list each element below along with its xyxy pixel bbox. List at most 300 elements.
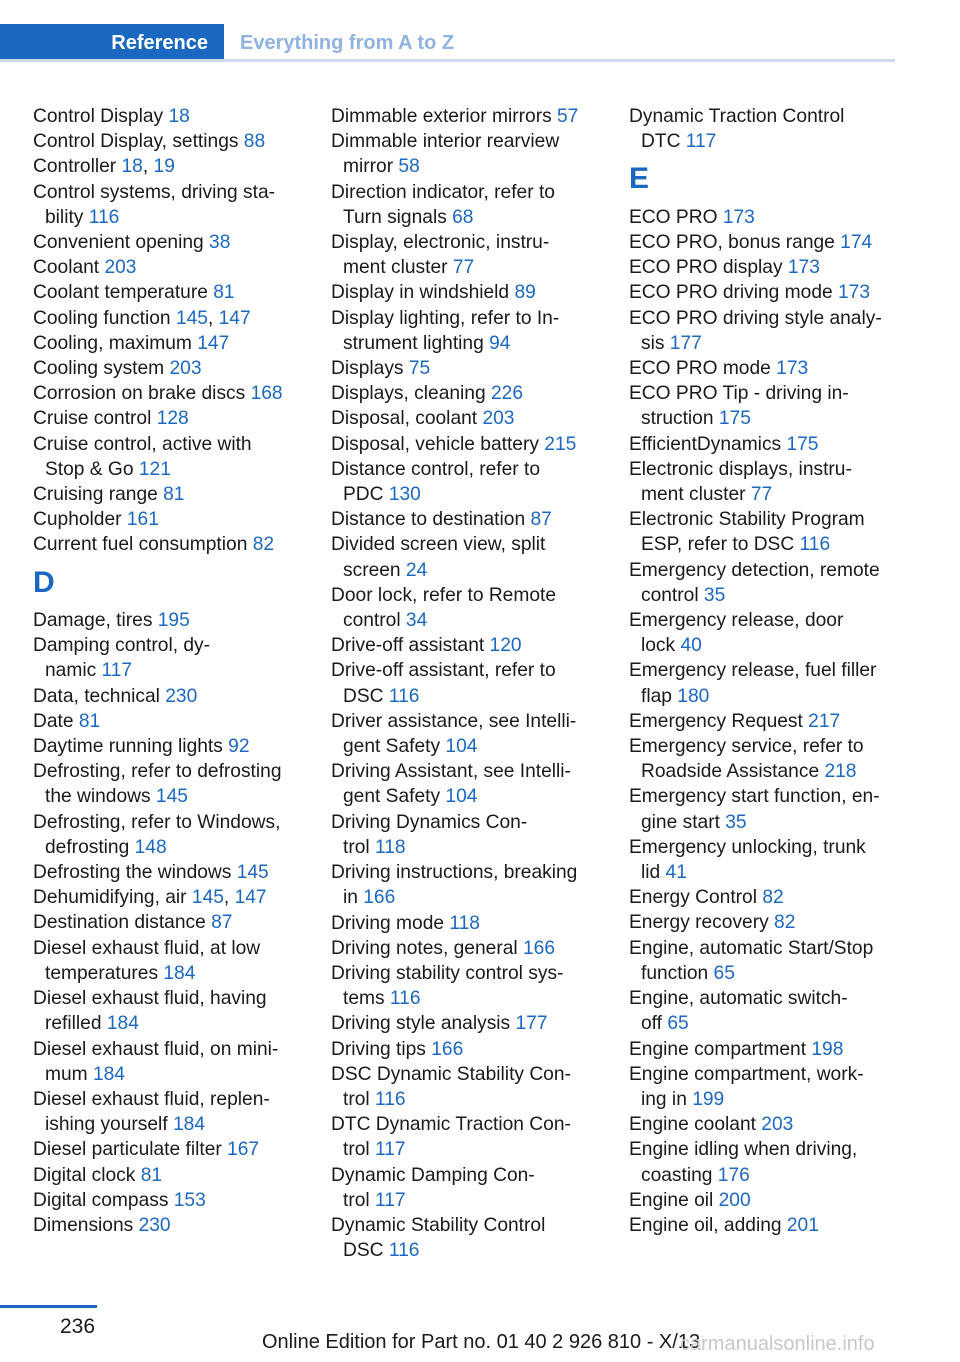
page-ref-link[interactable]: 58 <box>398 156 420 178</box>
page-ref-link[interactable]: 148 <box>134 836 167 858</box>
page-ref-link[interactable]: 87 <box>211 912 233 934</box>
page-ref-link[interactable]: 82 <box>252 534 275 556</box>
page-number: 236 <box>60 1315 96 1338</box>
index-entry-text: Emergency detection, remote <box>629 559 880 581</box>
index-entry <box>33 608 309 633</box>
index-entry-text: Coolant <box>33 257 105 279</box>
index-entry <box>33 1163 309 1188</box>
page-ref-link[interactable]: 34 <box>405 610 428 632</box>
index-entry-text: in <box>343 887 364 909</box>
index-entry-text: Dynamic Damping Con- <box>331 1164 535 1186</box>
index-entry-text: Disposal, vehicle battery <box>331 433 545 455</box>
index-entry <box>331 432 607 457</box>
index-entry-text: Driving mode <box>331 912 450 934</box>
index-entry <box>33 507 309 532</box>
index-entry <box>331 356 607 381</box>
page-ref-link[interactable]: 35 <box>703 584 726 606</box>
index-entry <box>331 810 607 860</box>
index-entry <box>629 835 905 885</box>
index-entry-text: Driving style analysis <box>331 1013 516 1035</box>
page-ref-link[interactable]: 116 <box>388 1240 420 1262</box>
page-ref-link[interactable]: 226 <box>490 383 523 405</box>
index-entry-text: Electronic Stability Program <box>629 509 865 531</box>
index-entry-text: Turn signals <box>343 206 453 228</box>
page-ref-link[interactable]: 147 <box>197 332 230 354</box>
index-entry <box>331 860 607 910</box>
index-entry <box>331 104 607 129</box>
index-entry-text: trol <box>343 1088 375 1110</box>
index-entry <box>331 457 607 507</box>
page-ref-link[interactable]: 40 <box>680 635 702 657</box>
index-entry-text: tems <box>343 988 390 1010</box>
index-entry <box>33 154 309 179</box>
index-entry-text: Display, electronic, instru- <box>331 232 550 254</box>
index-entry <box>629 1112 905 1137</box>
page-ref-link[interactable]: 116 <box>388 685 420 707</box>
index-entry-text: ECO PRO display <box>629 257 788 279</box>
index-entry-text: Diesel particulate filter <box>33 1139 228 1161</box>
page-ref-link[interactable]: 161 <box>126 509 159 531</box>
index-entry <box>629 1062 905 1112</box>
index-entry-text: gent Safety <box>343 786 446 808</box>
index-entry <box>33 910 309 935</box>
page-ref-link[interactable]: 153 <box>173 1189 206 1211</box>
page-ref-link[interactable]: 147 <box>234 887 267 909</box>
page-ref-link[interactable]: 175 <box>786 433 819 455</box>
index-entry <box>331 280 607 305</box>
index-entry-text: DTC Dynamic Traction Con- <box>331 1114 571 1136</box>
page-ref-link[interactable]: 184 <box>92 1063 125 1085</box>
page-ref-link[interactable]: 116 <box>799 534 831 556</box>
index-entry <box>331 532 607 582</box>
page-ref-link[interactable]: 217 <box>808 710 841 732</box>
index-entry-text: ECO PRO, bonus range <box>629 232 841 253</box>
index-entry <box>33 331 309 356</box>
page-ref-link[interactable]: 77 <box>452 257 475 279</box>
index-entry <box>33 1037 309 1087</box>
index-entry-text: ment cluster <box>343 257 453 279</box>
page-ref-link[interactable]: 173 <box>787 257 820 279</box>
page-ref-link[interactable]: 168 <box>250 383 283 405</box>
index-entry <box>331 1112 607 1162</box>
chapter-tab[interactable] <box>0 24 224 62</box>
page-ref-link[interactable]: 184 <box>163 962 196 984</box>
index-entry-text: Drive-off assistant <box>331 635 490 657</box>
index-entry <box>629 658 905 708</box>
index-entry-text: Emergency release, fuel filler <box>629 660 877 682</box>
index-entry <box>33 306 309 331</box>
index-entry-text: Cooling system <box>33 358 170 380</box>
index-entry <box>33 482 309 507</box>
page-ref-link[interactable]: 173 <box>722 206 755 228</box>
index-entry-text: trol <box>343 836 375 858</box>
page-ref-link[interactable]: 203 <box>761 1114 794 1136</box>
index-entry-text: Door lock, refer to Remote <box>331 584 557 606</box>
index-entry-text: Coolant temperature <box>33 282 214 304</box>
index-entry <box>331 633 607 658</box>
index-entry-text: Emergency Request <box>629 710 809 732</box>
index-entry-text: flap <box>641 685 678 707</box>
index-entry <box>629 306 905 356</box>
index-entry <box>33 709 309 734</box>
index-entry <box>629 709 905 734</box>
index-entry <box>33 280 309 305</box>
index-entry-text: ECO PRO driving mode <box>629 282 839 304</box>
index-entry-text: ing in <box>641 1088 693 1110</box>
index-entry-text: Electronic displays, instru- <box>629 458 852 480</box>
page-ref-link[interactable]: 218 <box>824 761 857 783</box>
index-entry <box>629 558 905 608</box>
index-entry-text: Engine idling when driving, <box>629 1139 858 1161</box>
index-entry <box>331 1163 607 1213</box>
page-ref-link[interactable]: 116 <box>375 1088 406 1110</box>
index-entry-text: Current fuel consumption <box>33 534 253 556</box>
index-entry <box>33 633 309 683</box>
index-entry <box>331 583 607 633</box>
page-ref-link[interactable]: 116 <box>389 988 421 1010</box>
index-entry-text: Disposal, coolant <box>331 408 483 430</box>
index-entry-text: function <box>641 962 714 984</box>
page-ref-link[interactable]: 145 <box>191 887 224 909</box>
index-entry <box>33 129 309 154</box>
index-entry <box>33 381 309 406</box>
page-ref-link[interactable]: 38 <box>209 232 231 254</box>
index-entry <box>331 709 607 759</box>
page-ref-link[interactable]: 167 <box>227 1139 260 1161</box>
page-ref-link[interactable]: 173 <box>776 358 809 380</box>
index-entry <box>629 936 905 986</box>
page-ref-link[interactable]: 200 <box>718 1189 751 1211</box>
page-ref-link[interactable]: 199 <box>692 1088 725 1110</box>
index-entry-text: Dimensions <box>33 1214 139 1236</box>
index-entry-text: Damage, tires <box>33 610 158 632</box>
index-entry-text: trol <box>343 1189 375 1211</box>
page-ref-link[interactable]: 81 <box>213 282 235 304</box>
index-entry-text: Defrosting, refer to Windows, <box>33 811 281 833</box>
index-entry <box>33 406 309 431</box>
page-ref-link[interactable]: 118 <box>449 912 480 934</box>
page-ref-link[interactable]: 184 <box>172 1114 205 1136</box>
index-entry-text: lock <box>641 635 681 657</box>
index-entry-text: Distance to destination <box>331 509 531 531</box>
index-entry-text: Emergency service, refer to <box>629 736 864 758</box>
index-entry-text: strument lighting <box>343 332 490 354</box>
index-entry <box>331 306 607 356</box>
index-entry <box>629 356 905 381</box>
index-entry <box>33 432 309 482</box>
index-entry-text: Emergency unlocking, trunk <box>629 836 866 858</box>
page-ref-link[interactable]: 198 <box>811 1038 844 1060</box>
page-ref-link[interactable]: 173 <box>838 282 871 304</box>
index-entry-text: DSC <box>343 685 389 707</box>
page-ref-link[interactable]: 92 <box>228 736 250 758</box>
index-entry-text: defrosting <box>45 836 135 858</box>
page-ref-link[interactable]: 41 <box>665 862 687 884</box>
page-ref-link[interactable]: 68 <box>452 206 474 228</box>
page-ref-separator: , <box>223 887 235 909</box>
page-ref-link[interactable]: 94 <box>489 332 511 354</box>
index-entry-text: ECO PRO driving style analy- <box>629 307 882 329</box>
page-ref-link[interactable]: 81 <box>163 484 185 506</box>
index-entry <box>331 406 607 431</box>
index-entry <box>33 104 309 129</box>
index-entry-text: Cupholder <box>33 509 127 531</box>
index-entry-text: Control Display, settings <box>33 131 244 153</box>
page-ref-link[interactable]: 24 <box>405 559 428 581</box>
index-entry-text: Convenient opening <box>33 232 210 254</box>
index-entry-text: Digital clock <box>33 1164 141 1186</box>
page-ref-link[interactable]: 82 <box>774 912 796 934</box>
index-entry-text: gent Safety <box>343 736 446 758</box>
page-ref-link[interactable]: 65 <box>667 1013 689 1035</box>
index-entry-text: Dynamic Traction Control <box>629 106 845 127</box>
page-ref-link[interactable]: 75 <box>408 358 431 380</box>
index-entry <box>629 507 905 557</box>
index-entry-text: Diesel exhaust fluid, on mini- <box>33 1038 279 1060</box>
page-ref-link[interactable]: 166 <box>431 1038 464 1060</box>
index-entry <box>629 255 905 280</box>
index-entry-text: struction <box>641 408 719 430</box>
index-entry-text: Corrosion on brake discs <box>33 383 251 405</box>
index-entry <box>629 986 905 1036</box>
index-entry-text: Cruising range <box>33 484 164 506</box>
page-ref-link[interactable]: 147 <box>218 307 251 329</box>
index-entry <box>629 1037 905 1062</box>
index-entry-text: sis <box>641 332 670 354</box>
index-entry <box>331 180 607 230</box>
index-entry <box>331 230 607 280</box>
index-letter-heading: E <box>629 162 650 196</box>
index-entry-text: EfficientDynamics <box>629 433 787 455</box>
page-ref-link[interactable]: 174 <box>840 232 873 253</box>
index-entry-text: Display in windshield <box>331 282 515 304</box>
index-entry-text: bility <box>45 206 89 228</box>
index-entry-text: Digital compass <box>33 1189 174 1211</box>
index-entry-text: Dynamic Stability Control <box>331 1214 546 1236</box>
index-entry-text: Diesel exhaust fluid, replen- <box>33 1088 270 1110</box>
page-ref-link[interactable]: 184 <box>106 1013 139 1035</box>
page-ref-link[interactable]: 117 <box>685 131 717 153</box>
index-entry-text: Engine compartment <box>629 1038 812 1060</box>
page-ref-link[interactable]: 18 <box>121 156 143 178</box>
index-entry-text: Engine oil <box>629 1189 719 1211</box>
page-ref-separator: , <box>142 156 154 178</box>
index-entry-text: Dimmable exterior mirrors <box>331 106 558 127</box>
page-ref-link[interactable]: 35 <box>725 811 747 833</box>
page-ref-link[interactable]: 77 <box>750 484 773 506</box>
index-entry <box>331 1037 607 1062</box>
page-ref-link[interactable]: 180 <box>677 685 710 707</box>
index-entry-text: Driving Dynamics Con- <box>331 811 528 833</box>
index-entry-text: Driving stability control sys- <box>331 962 564 984</box>
index-entry-text: gine start <box>641 811 726 833</box>
index-entry-text: screen <box>343 559 406 581</box>
index-entry <box>331 759 607 809</box>
index-entry-text: trol <box>343 1139 375 1161</box>
index-entry-text: temperatures <box>45 962 164 984</box>
page-ref-link[interactable]: 128 <box>156 408 189 430</box>
index-entry <box>33 885 309 910</box>
index-entry <box>33 1213 309 1238</box>
page-ref-link[interactable]: 230 <box>138 1214 171 1236</box>
index-entry <box>629 784 905 834</box>
index-entry-text: Dehumidifying, air <box>33 887 192 909</box>
index-entry-text: Defrosting the windows <box>33 862 237 884</box>
index-entry-text: coasting <box>641 1164 718 1186</box>
index-entry <box>629 1213 905 1238</box>
index-entry-text: Distance control, refer to <box>331 458 541 480</box>
index-entry <box>33 860 309 885</box>
index-entry-text: Diesel exhaust fluid, having <box>33 988 267 1010</box>
index-entry-text: ment cluster <box>641 484 751 506</box>
page-ref-link[interactable]: 65 <box>713 962 735 984</box>
page-ref-link[interactable]: 104 <box>445 786 478 808</box>
index-entry-text: Cruise control, active with <box>33 433 252 455</box>
index-entry <box>629 205 905 230</box>
edition-note: Online Edition for Part no. 01 40 2 926 810 - X/13 <box>262 1331 701 1353</box>
page-ref-link[interactable]: 203 <box>169 358 202 380</box>
index-entry <box>33 356 309 381</box>
page-ref-link[interactable]: 88 <box>243 131 266 153</box>
index-entry-text: the windows <box>45 786 156 808</box>
index-entry-text: Defrosting, refer to defrosting <box>33 761 282 783</box>
page-ref-link[interactable]: 89 <box>514 282 536 304</box>
index-entry <box>629 104 905 154</box>
page-ref-link[interactable]: 81 <box>140 1164 163 1186</box>
page-ref-link[interactable]: 117 <box>101 660 133 682</box>
index-entry <box>33 532 309 557</box>
page-ref-link[interactable]: 176 <box>717 1164 750 1186</box>
index-entry-text: Driving notes, general <box>331 937 523 959</box>
index-entry-text: PDC <box>343 484 389 506</box>
page-ref-link[interactable]: 145 <box>236 862 269 884</box>
page-header <box>0 24 895 62</box>
index-entry <box>331 936 607 961</box>
page-ref-link[interactable]: 201 <box>786 1214 819 1236</box>
index-entry-text: Cruise control <box>33 408 157 430</box>
index-entry-text: Driver assistance, see Intelli- <box>331 710 577 732</box>
index-entry <box>629 910 905 935</box>
page-ref-link[interactable]: 104 <box>445 736 478 758</box>
page-ref-link[interactable]: 166 <box>522 937 555 959</box>
page-ref-link[interactable]: 19 <box>153 156 175 178</box>
page-ref-link[interactable]: 87 <box>530 509 552 531</box>
index-entry-text: Divided screen view, split <box>331 534 546 556</box>
page-ref-link[interactable]: 145 <box>155 786 188 808</box>
index-entry-text: Displays, cleaning <box>331 383 491 405</box>
index-entry-text: mirror <box>343 156 399 178</box>
header-rule <box>0 59 895 62</box>
page-ref-link[interactable]: 117 <box>375 1189 406 1211</box>
index-entry <box>629 608 905 658</box>
index-entry-text: Stop & Go <box>45 458 139 480</box>
index-entry <box>629 734 905 784</box>
index-entry-text: control <box>641 584 704 606</box>
index-entry <box>331 911 607 936</box>
page-ref-link[interactable]: 203 <box>104 257 137 279</box>
index-entry <box>33 255 309 280</box>
index-entry <box>33 684 309 709</box>
index-entry-text: Engine coolant <box>629 1114 762 1136</box>
page-ref-link[interactable]: 230 <box>165 685 198 707</box>
index-entry-text: namic <box>45 660 102 682</box>
watermark: carmanualsonline.info <box>680 1333 875 1355</box>
page-ref-link[interactable]: 117 <box>375 1139 406 1161</box>
page-ref-link[interactable]: 82 <box>762 887 784 909</box>
index-entry <box>33 936 309 986</box>
index-entry-text: Cooling, maximum <box>33 332 198 354</box>
page-ref-link[interactable]: 130 <box>388 484 421 506</box>
index-column-1 <box>33 104 309 1238</box>
index-entry <box>331 1062 607 1112</box>
page-ref-link[interactable]: 177 <box>515 1013 548 1035</box>
page-ref-link[interactable]: 166 <box>363 887 396 909</box>
index-entry <box>331 129 607 179</box>
index-entry-text: Direction indicator, refer to <box>331 181 555 203</box>
index-entry-text: Cooling function <box>33 307 176 329</box>
page-ref-link[interactable]: 18 <box>168 106 190 127</box>
index-entry-text: DSC <box>343 1240 389 1262</box>
page-ref-link[interactable]: 215 <box>544 433 577 455</box>
index-entry <box>331 381 607 406</box>
index-entry <box>33 734 309 759</box>
page-ref-link[interactable]: 118 <box>375 836 406 858</box>
index-entry-text: ECO PRO Tip - driving in- <box>629 383 849 405</box>
index-entry <box>331 1213 607 1263</box>
page-ref-link[interactable]: 145 <box>175 307 208 329</box>
index-entry-text: Roadside Assistance <box>641 761 825 783</box>
page-ref-link[interactable]: 203 <box>482 408 515 430</box>
page-ref-link[interactable]: 121 <box>138 458 171 480</box>
index-entry-text: refilled <box>45 1013 107 1035</box>
index-column-3 <box>629 104 905 1238</box>
index-entry-text: Driving tips <box>331 1038 432 1060</box>
index-entry-text: control <box>343 610 406 632</box>
index-entry-text: Engine, automatic Start/Stop <box>629 937 874 959</box>
index-entry <box>629 381 905 431</box>
index-entry <box>629 1188 905 1213</box>
index-entry-text: Controller <box>33 156 122 178</box>
index-entry <box>629 230 905 255</box>
index-entry <box>331 658 607 708</box>
index-entry <box>331 507 607 532</box>
index-entry-text: Engine compartment, work- <box>629 1063 864 1085</box>
page-ref-link[interactable]: 177 <box>669 332 702 354</box>
index-entry <box>331 961 607 1011</box>
page-ref-link[interactable]: 116 <box>88 206 120 228</box>
index-entry-text: Diesel exhaust fluid, at low <box>33 937 261 959</box>
index-entry-text: Data, technical <box>33 685 166 707</box>
page-ref-link[interactable]: 81 <box>78 710 101 732</box>
index-entry <box>629 885 905 910</box>
page-ref-link[interactable]: 120 <box>489 635 522 657</box>
index-entry-text: mum <box>45 1063 93 1085</box>
index-entry <box>33 180 309 230</box>
index-entry-text: Daytime running lights <box>33 736 229 758</box>
page-ref-link[interactable]: 57 <box>557 106 579 127</box>
index-entry-text: Displays <box>331 358 409 380</box>
section-title[interactable]: Everything from A to Z <box>240 32 455 54</box>
index-entry-text: Damping control, dy- <box>33 635 211 657</box>
page-ref-link[interactable]: 175 <box>718 408 751 430</box>
index-entry <box>33 1087 309 1137</box>
index-entry-text: Drive-off assistant, refer to <box>331 660 556 682</box>
index-entry <box>33 230 309 255</box>
index-entry-text: Destination distance <box>33 912 212 934</box>
index-entry <box>331 1011 607 1036</box>
index-entry-text: Display lighting, refer to In- <box>331 307 560 329</box>
page-ref-link[interactable]: 195 <box>157 610 190 632</box>
